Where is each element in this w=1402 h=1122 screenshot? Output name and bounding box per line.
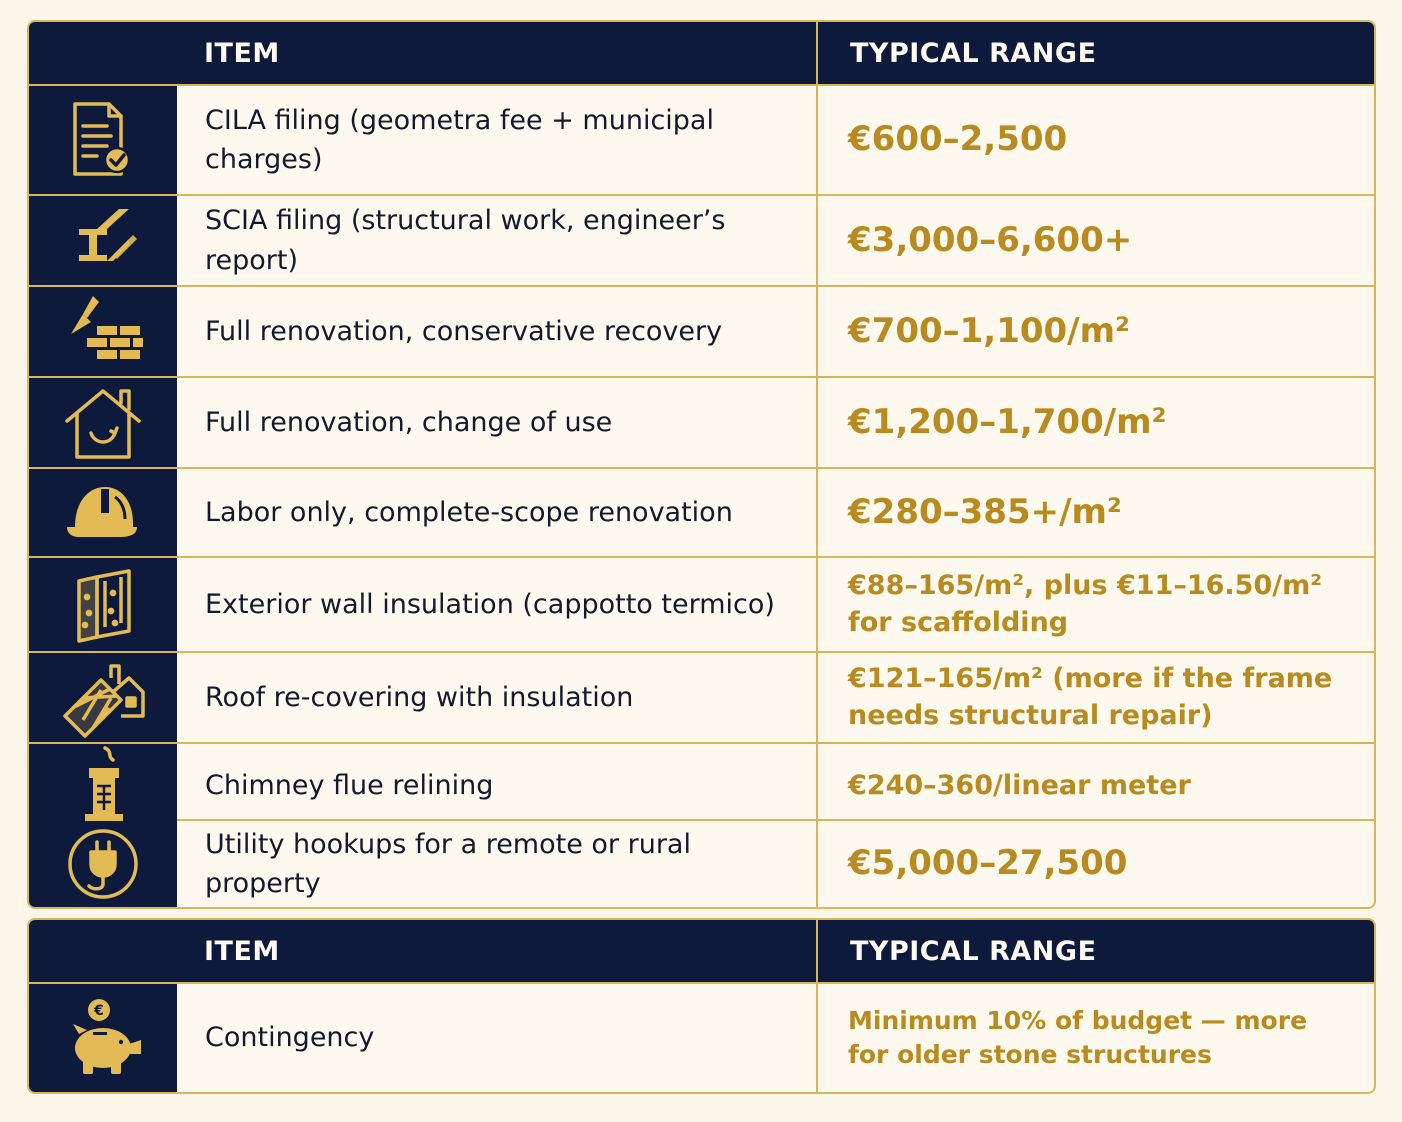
power-plug-icon	[29, 821, 177, 907]
piggy-bank-euro-icon	[29, 984, 177, 1092]
document-check-icon	[29, 86, 177, 194]
item-label: Full renovation, conservative recovery	[177, 287, 818, 376]
table-row	[29, 84, 1374, 194]
table-header	[29, 920, 1374, 982]
insulation-panel-icon	[29, 558, 177, 651]
item-label: Chimney flue relining	[177, 744, 818, 828]
header-range: TYPICAL RANGE	[850, 935, 1097, 967]
range-value: €700–1,100/m²	[848, 310, 1130, 351]
table-row	[29, 194, 1374, 285]
range-value: €5,000–27,500	[848, 843, 1128, 884]
trowel-bricks-icon	[29, 287, 177, 376]
table-row	[29, 556, 1374, 651]
table-row	[29, 285, 1374, 376]
table-row	[29, 651, 1374, 742]
header-range: TYPICAL RANGE	[850, 37, 1097, 69]
table-row	[29, 467, 1374, 556]
contingency-table	[27, 918, 1376, 1094]
header-item: ITEM	[29, 22, 818, 84]
item-label: Labor only, complete-scope renovation	[177, 469, 818, 556]
range-value: €3,000–6,600+	[848, 219, 1133, 260]
svg-text:€: €	[94, 1003, 104, 1019]
range-value: €280–385+/m²	[848, 491, 1122, 532]
chimney-icon	[29, 744, 177, 828]
item-label: Exterior wall insulation (cappotto termico)	[177, 558, 818, 651]
hard-hat-icon	[29, 469, 177, 556]
range-value: €1,200–1,700/m²	[848, 401, 1167, 442]
item-label: Utility hookups for a remote or rural property	[177, 821, 818, 907]
item-label: Full renovation, change of use	[177, 378, 818, 467]
table-header	[29, 22, 1374, 84]
table-row	[29, 982, 1374, 1092]
roof-tiles-icon	[29, 653, 177, 742]
table-row	[29, 819, 1374, 907]
item-label: Contingency	[177, 984, 818, 1092]
range-value: €240–360/linear meter	[848, 769, 1191, 801]
range-value: Minimum 10% of budget — more for older stone structures	[848, 1006, 1308, 1069]
cost-table	[27, 20, 1376, 909]
table-row	[29, 742, 1374, 819]
item-label: SCIA filing (structural work, engineer’s report)	[177, 196, 818, 285]
item-label: Roof re-covering with insulation	[177, 653, 818, 742]
header-item: ITEM	[29, 920, 818, 982]
house-icon	[29, 378, 177, 467]
table-row	[29, 376, 1374, 467]
range-value: €600–2,500	[848, 119, 1068, 160]
steel-beam-icon	[29, 196, 177, 285]
range-value: €121–165/m² (more if the frame needs structural repair)	[848, 663, 1333, 731]
range-value: €88–165/m², plus €11–16.50/m² for scaffolding	[848, 570, 1323, 638]
item-label: CILA filing (geometra fee + municipal charges)	[177, 86, 818, 194]
